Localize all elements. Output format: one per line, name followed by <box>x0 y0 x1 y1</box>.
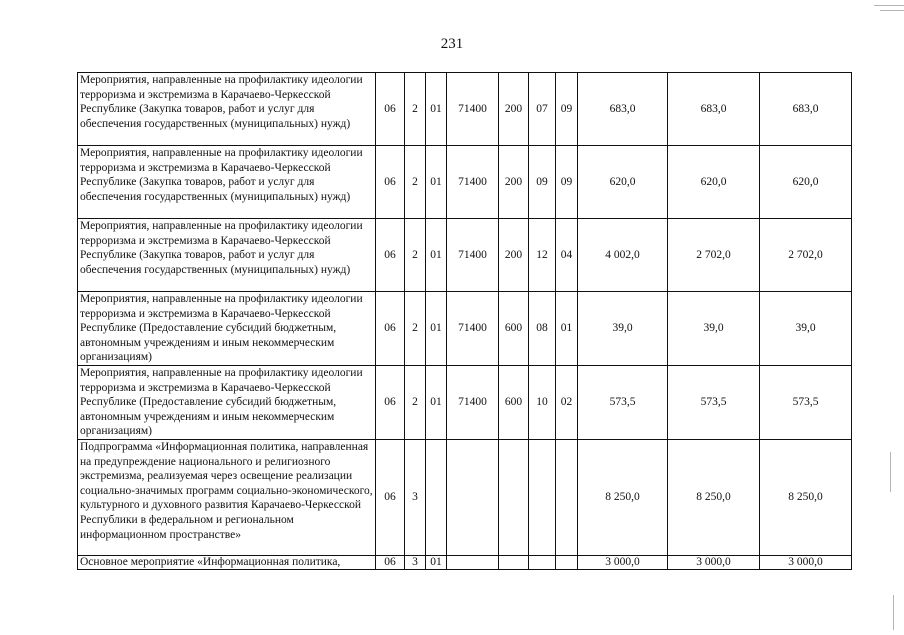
cell-code: 10 <box>529 365 556 439</box>
cell-code: 01 <box>426 73 447 146</box>
cell-code <box>426 439 447 555</box>
cell-amount: 2 702,0 <box>760 219 852 292</box>
cell-code: 06 <box>376 555 405 569</box>
cell-amount: 683,0 <box>668 73 760 146</box>
cell-code: 200 <box>499 73 529 146</box>
cell-amount: 3 000,0 <box>668 555 760 569</box>
cell-code: 01 <box>556 292 578 366</box>
cell-code: 06 <box>376 439 405 555</box>
cell-code: 200 <box>499 146 529 219</box>
cell-code <box>447 439 499 555</box>
table-row <box>78 146 852 219</box>
row-description: Подпрограмма «Информационная политика, направленная на предупреждение национального и религиозного экстремизма, реализуемая через освещение реализации социально-значимых программ социально-экономического, культурного и духовного развития Карачаево-Черкесской Республики в федеральном и региональном информационном пространстве» <box>78 439 376 555</box>
cell-code <box>556 555 578 569</box>
cell-code: 01 <box>426 146 447 219</box>
cell-code: 3 <box>405 555 426 569</box>
cell-amount: 3 000,0 <box>578 555 668 569</box>
cell-amount: 3 000,0 <box>760 555 852 569</box>
cell-amount: 8 250,0 <box>578 439 668 555</box>
cell-code: 06 <box>376 219 405 292</box>
cell-code: 200 <box>499 219 529 292</box>
cell-amount: 620,0 <box>668 146 760 219</box>
cell-code <box>499 439 529 555</box>
cell-amount: 683,0 <box>760 73 852 146</box>
cell-code: 2 <box>405 73 426 146</box>
cell-code: 08 <box>529 292 556 366</box>
cell-amount: 683,0 <box>578 73 668 146</box>
table-row <box>78 555 852 569</box>
cell-amount: 2 702,0 <box>668 219 760 292</box>
cell-code <box>529 439 556 555</box>
cell-code: 09 <box>556 146 578 219</box>
cell-code: 04 <box>556 219 578 292</box>
cell-code: 02 <box>556 365 578 439</box>
cell-code: 2 <box>405 292 426 366</box>
cell-code: 71400 <box>447 219 499 292</box>
row-description: Мероприятия, направленные на профилактику идеологии терроризма и экстремизма в Карачаево-Черкесской Республике (Предоставление субсидий бюджетным, автономным учреждениям и иным некоммерческим организациям) <box>78 365 376 439</box>
cell-code: 01 <box>426 219 447 292</box>
cell-amount: 39,0 <box>668 292 760 366</box>
cell-code: 2 <box>405 219 426 292</box>
table-row <box>78 219 852 292</box>
row-description: Мероприятия, направленные на профилактику идеологии терроризма и экстремизма в Карачаево-Черкесской Республике (Предоставление субсидий бюджетным, автономным учреждениям и иным некоммерческим организациям) <box>78 292 376 366</box>
table-row <box>78 439 852 555</box>
row-description: Мероприятия, направленные на профилактику идеологии терроризма и экстремизма в Карачаево-Черкесской Республике (Закупка товаров, работ и услуг для обеспечения государственных (муниципальных) нужд) <box>78 219 376 292</box>
cell-code: 09 <box>556 73 578 146</box>
cell-code <box>447 555 499 569</box>
cell-code: 07 <box>529 73 556 146</box>
row-description: Основное мероприятие «Информационная политика, <box>78 555 376 569</box>
cell-code: 3 <box>405 439 426 555</box>
page-number: 231 <box>440 36 464 52</box>
cell-code: 71400 <box>447 365 499 439</box>
scan-edge-line <box>890 452 891 492</box>
cell-amount: 39,0 <box>760 292 852 366</box>
table-row <box>78 292 852 366</box>
cell-amount: 39,0 <box>578 292 668 366</box>
cell-amount: 620,0 <box>578 146 668 219</box>
cell-amount: 573,5 <box>668 365 760 439</box>
cell-code <box>499 555 529 569</box>
cell-code <box>556 439 578 555</box>
row-description: Мероприятия, направленные на профилактику идеологии терроризма и экстремизма в Карачаево-Черкесской Республике (Закупка товаров, работ и услуг для обеспечения государственных (муниципальных) нужд) <box>78 73 376 146</box>
cell-code: 06 <box>376 365 405 439</box>
cell-code: 01 <box>426 555 447 569</box>
table-row <box>78 73 852 146</box>
cell-code: 71400 <box>447 146 499 219</box>
scan-edge-line <box>893 595 894 630</box>
cell-code: 01 <box>426 292 447 366</box>
cell-amount: 620,0 <box>760 146 852 219</box>
scan-edge-line <box>874 5 904 6</box>
cell-code: 01 <box>426 365 447 439</box>
cell-code: 09 <box>529 146 556 219</box>
cell-code: 71400 <box>447 292 499 366</box>
cell-amount: 8 250,0 <box>760 439 852 555</box>
cell-amount: 4 002,0 <box>578 219 668 292</box>
cell-amount: 573,5 <box>578 365 668 439</box>
cell-amount: 573,5 <box>760 365 852 439</box>
table-row <box>78 365 852 439</box>
scan-edge-line <box>880 10 904 11</box>
row-description: Мероприятия, направленные на профилактику идеологии терроризма и экстремизма в Карачаево-Черкесской Республике (Закупка товаров, работ и услуг для обеспечения государственных (муниципальных) нужд) <box>78 146 376 219</box>
cell-code: 06 <box>376 73 405 146</box>
cell-code: 600 <box>499 292 529 366</box>
cell-code: 06 <box>376 292 405 366</box>
cell-code <box>529 555 556 569</box>
cell-code: 2 <box>405 365 426 439</box>
cell-code: 2 <box>405 146 426 219</box>
cell-code: 12 <box>529 219 556 292</box>
cell-code: 71400 <box>447 73 499 146</box>
cell-amount: 8 250,0 <box>668 439 760 555</box>
cell-code: 06 <box>376 146 405 219</box>
cell-code: 600 <box>499 365 529 439</box>
budget-table <box>77 72 852 570</box>
